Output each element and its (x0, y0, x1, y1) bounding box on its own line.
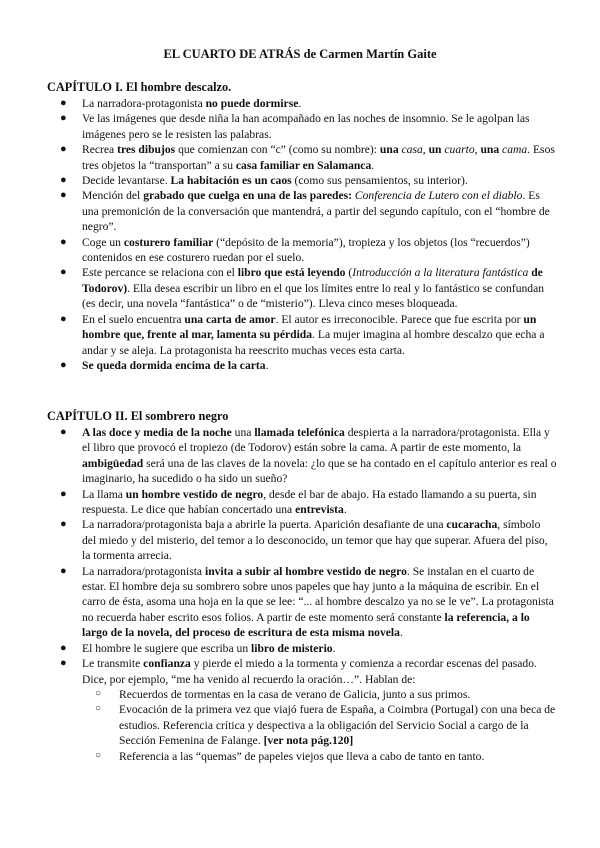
chapter-2-bullet-list (47, 425, 557, 764)
bullet-icon: ● (60, 97, 67, 109)
text-segment: Introducción a la literatura fantástica (352, 266, 529, 280)
text-segment: . (399, 626, 403, 640)
sub-bullet-item (82, 687, 557, 702)
document-title: EL CUARTO DE ATRÁS de Carmen Martín Gaite (163, 47, 437, 61)
text-segment: La narradora-protagonista (82, 97, 206, 110)
bullet-icon: ● (60, 174, 67, 187)
bullet-item (47, 111, 557, 142)
bullet-icon: ● (60, 426, 67, 438)
text-segment: Coge un (82, 235, 124, 249)
sub-bullet-item (82, 702, 557, 748)
text-segment: . (332, 641, 336, 655)
text-segment: Evocación de la primera vez que viajó fuera de España, a Coimbra (Portugal) con una beca de estudios. Referencia crítica y despectiva a la obligación del Servicio Social a cargo de la Sección Femenina de Falange. (119, 703, 556, 748)
text-segment: , símbolo del miedo y del misterio, del temor a lo desconocido, un temor que hay que superar. Afuera del piso, la tormenta arrecia. (82, 518, 548, 563)
chapter-1-bullet-list (47, 96, 557, 373)
text-segment: costurero familiar (123, 235, 214, 249)
text-segment: El hombre le sugiere que escriba un (82, 641, 252, 655)
bullet-item (47, 96, 557, 111)
text-segment: , desde el bar de abajo. Ha estado llamando a su puerta, sin respuesta. Le dice que habían concertado una (82, 487, 537, 517)
text-segment: . Se instalan en el cuarto de estar. El hombre deja su sombrero sobre unos papeles que hay junto a la máquina de escribir. En el carro de ésta, asoma una hoja en la que se lee: “... al hombre descalzo ya no se le ve”. La protagonista no recuerda haber escrito esos folios. A partir de este momento será constante (82, 564, 554, 624)
bullet-item (47, 173, 557, 188)
bullet-item (47, 564, 557, 641)
text-segment: ( (345, 266, 353, 280)
chapter-2-heading: CAPÍTULO II. El sombrero negro (47, 409, 229, 423)
text-segment: Se queda dormida encima de la carta (82, 358, 266, 372)
chapter-1-heading: CAPÍTULO I. El hombre descalzo. (47, 80, 232, 94)
bullet-item (47, 487, 557, 518)
text-segment: . (298, 97, 302, 110)
text-segment: La llama (82, 487, 126, 501)
text-segment: despierta a la narradora/protagonista. Ella y el libro que provocó el tropiezo (de Todorov) están sobre la cama. A partir de este momento, la (82, 426, 550, 455)
text-segment: Mención del (82, 189, 144, 203)
text-segment: En el suelo encuentra (82, 312, 185, 326)
bullet-icon: ● (60, 487, 67, 500)
chapter-2 (47, 409, 557, 764)
text-segment: Conferencia de Lutero con el diablo (354, 189, 523, 203)
bullet-icon: ● (60, 564, 67, 577)
text-segment: un hombre que, frente al mar, lamenta su pérdida (82, 312, 537, 342)
text-segment: casa familiar en Salamanca (235, 158, 372, 172)
bullet-icon: ● (60, 657, 67, 670)
text-segment: la referencia, a lo largo de la novela, del proceso de escritura de esta misma novela (82, 610, 530, 640)
bullet-icon: ● (60, 143, 67, 156)
text-segment: no puede dormirse (205, 97, 299, 110)
text-segment: libro que está leyendo (237, 266, 346, 280)
text-segment: , (474, 143, 481, 157)
hollow-bullet-icon: ○ (95, 687, 102, 699)
bullet-icon: ● (60, 641, 67, 654)
text-segment: casa (401, 143, 423, 157)
text-segment: La narradora/protagonista baja a abrirle la puerta. Aparición desafiante de una (82, 518, 447, 532)
bullet-icon: ● (60, 358, 67, 371)
bullet-item (47, 312, 557, 358)
bullet-item (47, 265, 557, 311)
chapter-1 (47, 80, 557, 373)
text-segment: un (428, 143, 445, 157)
text-segment: invita a subir al hombre vestido de negro (204, 564, 407, 578)
bullet-icon: ● (60, 189, 67, 202)
text-segment: cama (502, 143, 528, 157)
bullet-icon: ● (60, 312, 67, 325)
text-segment: tres dibujos (117, 143, 176, 157)
text-segment: Le transmite (82, 657, 144, 671)
bullet-item (47, 188, 557, 234)
text-segment: [ver nota pág.120] (263, 734, 354, 748)
text-segment: cucaracha (446, 518, 498, 532)
text-segment: y pierde el miedo a la tormenta y comienza a recordar escenas del pasado. Dice, por ejemplo, “me ha venido al recuerdo la oración…”. Hablan de: (82, 657, 537, 686)
text-segment: Este percance se relaciona con el (82, 266, 238, 280)
text-segment: será una de las claves de la novela: ¿lo que se ha contado en el capítulo anterior es real o imaginario, ha sucedido o ha sido un sueño? (82, 456, 557, 486)
text-segment: Recuerdos de tormentas en la casa de verano de Galicia, junto a sus primos. (119, 687, 471, 701)
text-segment: , (422, 143, 429, 157)
text-segment: una carta de amor (184, 312, 276, 326)
text-segment: . La mujer imagina al hombre descalzo que echa a andar y se aleja. La protagonista ha reescrito muchas veces esta carta. (82, 328, 545, 357)
text-segment: entrevista (295, 503, 344, 517)
text-segment: La habitación es un caos (170, 174, 292, 188)
sub-bullet-item (82, 749, 557, 764)
text-segment: Recrea (82, 143, 118, 157)
hollow-bullet-icon: ○ (95, 703, 102, 715)
text-segment: que comienzan con “c” (como su nombre): (175, 143, 380, 157)
bullet-item (47, 235, 557, 266)
text-segment: . (343, 503, 347, 517)
text-segment: ambigüedad (82, 456, 144, 470)
text-segment: grabado que cuelga en una de las paredes: (143, 189, 355, 203)
bullet-item (47, 641, 557, 656)
hollow-bullet-icon: ○ (95, 749, 102, 761)
text-segment: Referencia a las “quemas” de papeles viejos que lleva a cabo de tanto en tanto. (119, 749, 485, 763)
bullet-item (47, 358, 557, 373)
text-segment: una (231, 426, 255, 439)
bullet-icon: ● (60, 518, 67, 531)
text-segment: . Es una premonición de la conversación que mantendrá, a partir del segundo capítulo, con el “hombre de negro”. (82, 189, 550, 234)
text-segment: . (371, 158, 375, 172)
text-segment: . Ella desea escribir un libro en el que los límites entre lo real y lo fantástico se confundan (es decir, una novela “fantástica” o de “misterio”). Lleva cinco meses bloqueada. (82, 281, 545, 311)
text-segment: de Todorov) (82, 266, 543, 295)
sub-bullet-list (82, 687, 557, 764)
bullet-item (47, 656, 557, 764)
text-segment: . (265, 358, 269, 372)
bullet-icon: ● (60, 266, 67, 279)
text-segment: Decide levantarse. (82, 174, 171, 188)
bullet-item (47, 142, 557, 173)
text-segment: libro de misterio (251, 641, 333, 655)
text-segment: . El autor es irreconocible. Parece que fue escrita por (275, 312, 524, 326)
text-segment: llamada telefónica (254, 426, 345, 439)
text-segment: una (379, 143, 402, 157)
text-segment: . Esos tres objetos la “transportan” a su (82, 143, 555, 172)
bullet-item (47, 425, 557, 487)
text-segment: cuarto (444, 143, 475, 157)
text-segment: Ve las imágenes que desde niña la han acompañado en las noches de insomnio. Se le agolpan las imágenes pero se le resisten las palabras. (82, 112, 530, 141)
bullet-icon: ● (60, 112, 67, 125)
text-segment: La narradora/protagonista (82, 564, 205, 578)
text-segment: un hombre vestido de negro (125, 487, 264, 501)
text-segment: A las doce y media de la noche (82, 426, 232, 439)
text-segment: (“depósito de la memoria”), tropieza y los objetos (los “recuerdos”) contenidos en ese costurero ruedan por el suelo. (82, 235, 530, 265)
bullet-icon: ● (60, 235, 67, 248)
text-segment: una (480, 143, 503, 157)
text-segment: (como sus pensamientos, su interior). (291, 174, 468, 188)
text-segment: confianza (143, 657, 191, 671)
bullet-item (47, 517, 557, 563)
